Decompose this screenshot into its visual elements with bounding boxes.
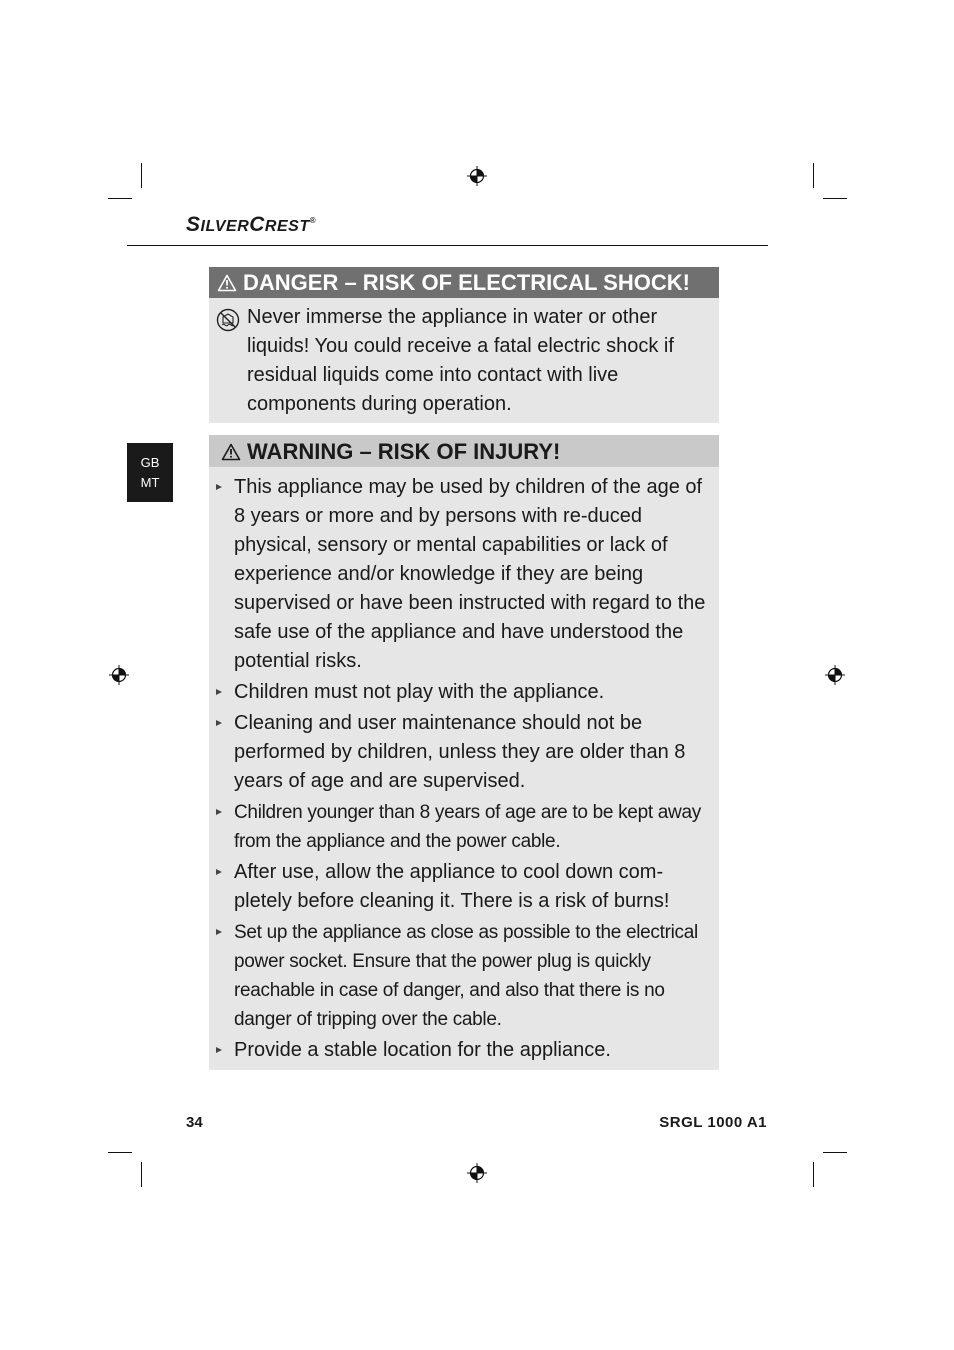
warning-triangle-icon	[221, 443, 241, 461]
bullet-arrow-icon	[216, 809, 222, 815]
crop-mark	[108, 198, 132, 199]
list-item-text: This appliance may be used by children of the age of 8 years or more and by persons with re-duced physical, sensory or mental capabilities or lack of experience and/or knowledge if they are being supervised or have been instructed with regard to the safe use of the appliance and have understood the potential risks.	[234, 476, 706, 672]
registration-mark-icon	[467, 166, 487, 186]
list-item	[209, 678, 719, 707]
danger-title: DANGER – RISK OF ELECTRICAL SHOCK!	[243, 270, 690, 295]
list-item	[209, 1036, 719, 1065]
brand-initial-s: S	[186, 213, 201, 236]
registration-mark-icon	[109, 665, 129, 685]
list-item	[209, 798, 719, 856]
bullet-arrow-icon	[216, 929, 222, 935]
bullet-arrow-icon	[216, 484, 222, 490]
bullet-arrow-icon	[216, 1047, 222, 1053]
list-item-text: After use, allow the appliance to cool down com-pletely before cleaning it. There is a risk of burns!	[234, 861, 670, 912]
bullet-arrow-icon	[216, 689, 222, 695]
crop-mark	[108, 1152, 132, 1153]
list-item-text: Provide a stable location for the appliance.	[234, 1039, 611, 1061]
danger-header	[209, 267, 719, 298]
danger-text: Never immerse the appliance in water or other liquids! You could receive a fatal electric shock if residual liquids come into contact with live components during operation.	[247, 306, 674, 415]
danger-box	[209, 267, 719, 423]
list-item-text: Children must not play with the appliance.	[234, 681, 605, 703]
crop-mark	[813, 163, 814, 188]
language-tab	[127, 443, 173, 502]
bullet-arrow-icon	[216, 720, 222, 726]
list-item	[209, 918, 719, 1034]
header-rule	[127, 245, 768, 246]
list-item-text: Cleaning and user maintenance should not be performed by children, unless they are older than 8 years of age and are supervised.	[234, 712, 686, 792]
warning-triangle-icon	[217, 274, 237, 292]
list-item	[209, 473, 719, 676]
model-number: SRGL 1000 A1	[659, 1114, 767, 1131]
list-item	[209, 858, 719, 916]
warning-box	[209, 435, 719, 1070]
brand-mark: ®	[309, 216, 316, 225]
list-item-text: Children younger than 8 years of age are to be kept away from the appliance and the power cable.	[234, 802, 701, 852]
no-immersion-icon	[216, 308, 240, 332]
brand-logo	[186, 213, 316, 237]
warning-title: WARNING – RISK OF INJURY!	[247, 439, 561, 464]
crop-mark	[813, 1162, 814, 1187]
page-number: 34	[186, 1114, 203, 1131]
warning-list	[209, 473, 719, 1067]
crop-mark	[141, 163, 142, 188]
crop-mark	[823, 198, 847, 199]
language-tab-line2: MT	[140, 474, 160, 490]
brand-rest-2: REST	[264, 218, 310, 235]
warning-header	[209, 435, 719, 467]
brand-rest-1: ILVER	[200, 218, 250, 235]
crop-mark	[823, 1152, 847, 1153]
registration-mark-icon	[467, 1163, 487, 1183]
brand-initial-c: C	[249, 213, 265, 236]
crop-mark	[141, 1162, 142, 1187]
bullet-arrow-icon	[216, 869, 222, 875]
list-item	[209, 709, 719, 796]
registration-mark-icon	[825, 665, 845, 685]
list-item-text: Set up the appliance as close as possible to the electrical power socket. Ensure that the power plug is quickly reachable in case of danger, and also that there is no danger of tripping over the cable.	[234, 922, 698, 1030]
language-tab-line1: GB	[140, 454, 160, 470]
